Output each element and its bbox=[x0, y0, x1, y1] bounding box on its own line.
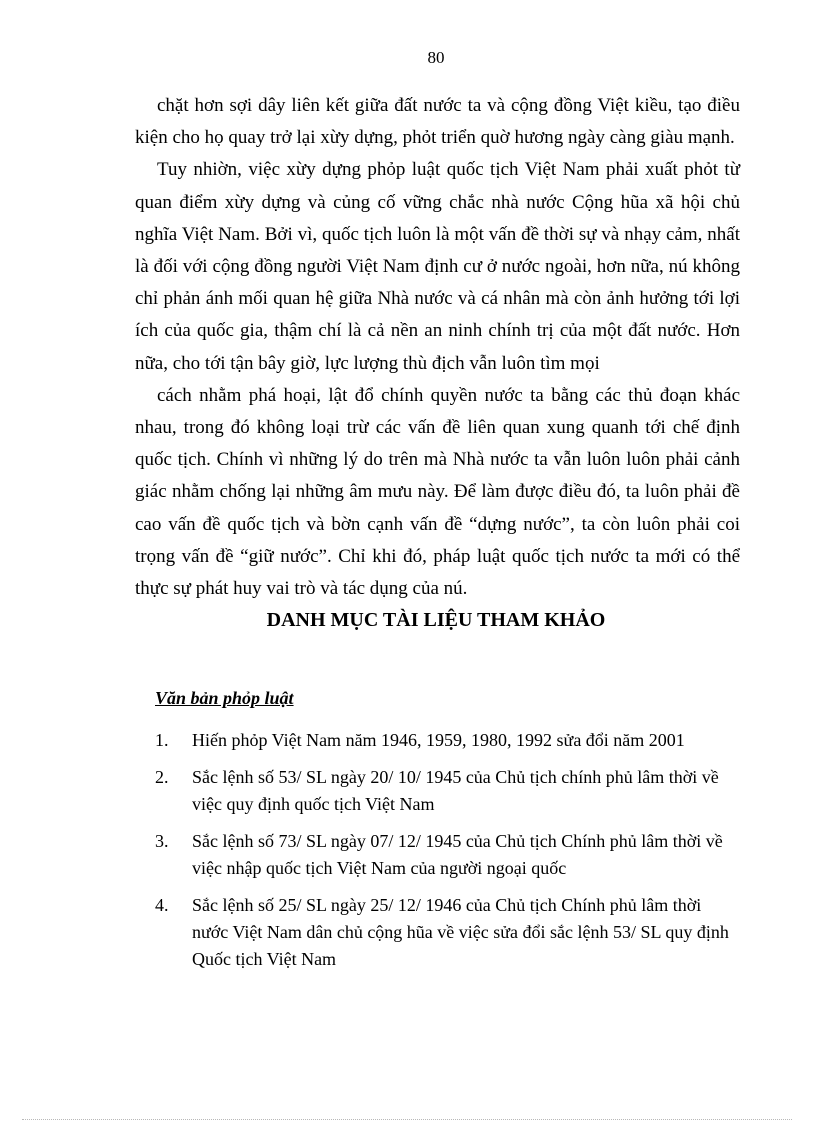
reference-text: Sắc lệnh số 25/ SL ngày 25/ 12/ 1946 của Chủ tịch Chính phủ lâm thời nước Việt Nam dân chủ cộng hũa về việc sửa đổi sắc lệnh 53/ SL quy định Quốc tịch Việt Nam bbox=[192, 895, 729, 969]
reference-number: 3. bbox=[155, 831, 169, 851]
reference-item bbox=[155, 828, 740, 882]
reference-item bbox=[155, 727, 740, 754]
paragraph-3: cách nhằm phá hoại, lật đổ chính quyền nước ta bằng các thủ đoạn khác nhau, trong đó không loại trừ các vấn đề liên quan xung quanh tới chế định quốc tịch. Chính vì những lý do trên mà Nhà nước ta vẫn luôn luôn phải cảnh giác nhằm chống lại những âm mưu này. Để làm được điều đó, ta luôn phải đề cao vấn đề quốc tịch và bờn cạnh vấn đề “dựng nước”, ta còn luôn phải coi trọng vấn đề “giữ nước”. Chỉ khi đó, pháp luật quốc tịch nước ta mới có thể thực sự phát huy vai trò và tác dụng của nú. bbox=[135, 384, 740, 600]
reference-item bbox=[155, 892, 740, 973]
reference-number: 2. bbox=[155, 767, 169, 787]
page-bottom-rule bbox=[22, 1119, 792, 1120]
references-title: DANH MỤC TÀI LIỆU THAM KHẢO bbox=[266, 609, 606, 631]
reference-item bbox=[155, 764, 740, 818]
reference-text: Hiến phỏp Việt Nam năm 1946, 1959, 1980, 1992 sửa đổi năm 2001 bbox=[192, 730, 685, 750]
legal-documents-heading: Văn bản phỏp luật bbox=[155, 688, 294, 708]
reference-text: Sắc lệnh số 53/ SL ngày 20/ 10/ 1945 của Chủ tịch chính phủ lâm thời về việc quy định quốc tịch Việt Nam bbox=[192, 767, 719, 814]
body-text bbox=[135, 90, 740, 605]
reference-number: 4. bbox=[155, 895, 169, 915]
reference-list bbox=[155, 727, 740, 983]
paragraph-2: Tuy nhiờn, việc xừy dựng phỏp luật quốc tịch Việt Nam phải xuất phỏt từ quan điểm xừy dựng và củng cố vững chắc nhà nước Cộng hũa xã hội chủ nghĩa Việt Nam. Bởi vì, quốc tịch luôn là một vấn đề thời sự và nhạy cảm, nhất là đối với cộng đồng người Việt Nam định cư ở nước ngoài, hơn nữa, nú không chỉ phản ánh mối quan hệ giữa Nhà nước và cá nhân mà còn ảnh hưởng tới lợi ích của quốc gia, thậm chí là cả nền an ninh chính trị của một đất nước. Hơn nữa, cho tới tận bây giờ, lực lượng thù địch vẫn luôn tìm mọi bbox=[135, 159, 740, 374]
paragraph-1: chặt hơn sợi dây liên kết giữa đất nước ta và cộng đồng Việt kiều, tạo điều kiện cho họ quay trở lại xừy dựng, phỏt triển quờ hương ngày càng giàu mạnh. bbox=[135, 95, 740, 149]
reference-number: 1. bbox=[155, 730, 169, 750]
page-number: 80 bbox=[427, 48, 445, 67]
reference-text: Sắc lệnh số 73/ SL ngày 07/ 12/ 1945 của Chủ tịch Chính phủ lâm thời về việc nhập quốc tịch Việt Nam của người ngoại quốc bbox=[192, 831, 723, 878]
